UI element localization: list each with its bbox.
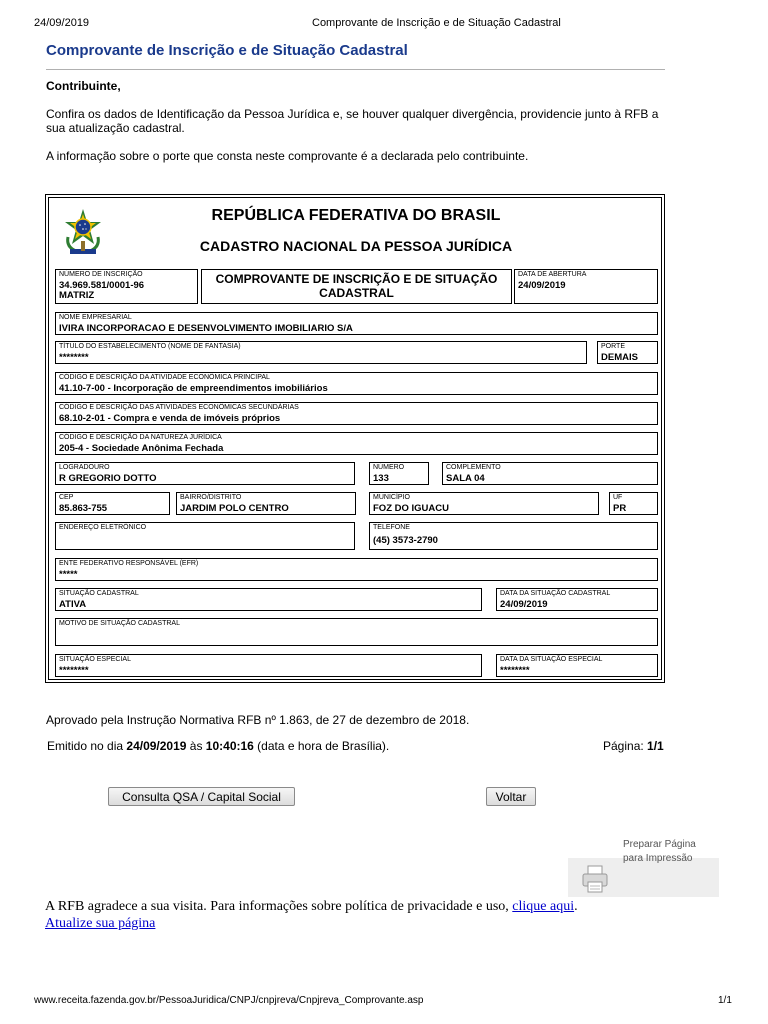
field-label: DATA DE ABERTURA (518, 271, 587, 278)
thanks-end: . (574, 899, 578, 914)
emission-time: 10:40:16 (205, 739, 254, 753)
approval-note: Aprovado pela Instrução Normativa RFB nº 1.863, de 27 de dezembro de 2018. (46, 713, 470, 727)
establishment-type: MATRIZ (59, 290, 95, 301)
back-button[interactable]: Voltar (486, 787, 536, 806)
intro-paragraph-2: A informação sobre o porte que consta neste comprovante é a declarada pelo contribuinte. (46, 149, 529, 163)
field-label: CÓDIGO E DESCRIÇÃO DA ATIVIDADE ECONÔMICA PRINCIPAL (59, 374, 270, 381)
field-situacao (55, 588, 482, 611)
secondary-activity: 68.10-2-01 - Compra e venda de imóveis próprios (59, 413, 281, 424)
consulta-qsa-button[interactable]: Consulta QSA / Capital Social (108, 787, 295, 806)
emission-date: 24/09/2019 (126, 739, 187, 753)
field-municipio (369, 492, 599, 515)
printer-icon[interactable] (580, 864, 610, 894)
field-label: NÚMERO DE INSCRIÇÃO (59, 271, 143, 278)
trade-name: ******** (59, 352, 89, 363)
field-label: TÍTULO DO ESTABELECIMENTO (NOME DE FANTASIA) (59, 343, 241, 350)
field-telefone (369, 522, 658, 550)
privacy-policy-link[interactable]: clique aqui (512, 899, 575, 914)
field-cep (55, 492, 170, 515)
street-number: 133 (373, 473, 389, 484)
print-preparation-label[interactable] (623, 838, 696, 866)
field-label: CÓDIGO E DESCRIÇÃO DAS ATIVIDADES ECONÔMICAS SECUNDÁRIAS (59, 404, 299, 411)
city: FOZ DO IGUACU (373, 503, 449, 514)
main-activity: 41.10-7-00 - Incorporação de empreendimentos imobiliários (59, 383, 328, 394)
field-abertura (514, 269, 658, 304)
field-motivo (55, 618, 658, 646)
pagination-value: 1/1 (647, 739, 664, 753)
field-label: UF (613, 494, 623, 501)
field-data-situacao-especial (496, 654, 658, 677)
print-footer-page: 1/1 (718, 995, 732, 1006)
field-label: DATA DA SITUAÇÃO ESPECIAL (500, 656, 603, 663)
pagination-label: Página: (603, 739, 648, 753)
field-label: SITUAÇÃO CADASTRAL (59, 590, 139, 597)
status-date: 24/09/2019 (500, 599, 548, 610)
print-header-title: Comprovante de Inscrição e de Situação Cadastral (312, 17, 561, 29)
legal-nature: 205-4 - Sociedade Anônima Fechada (59, 443, 224, 454)
field-situacao-especial (55, 654, 482, 677)
print-footer-url: www.receita.fazenda.gov.br/PessoaJuridica/CNPJ/cnpjreva/Cnpjreva_Comprovante.asp (34, 995, 424, 1006)
republic-title: REPÚBLICA FEDERATIVA DO BRASIL (211, 207, 501, 224)
thanks-message (45, 899, 745, 915)
district: JARDIM POLO CENTRO (180, 503, 289, 514)
company-size: DEMAIS (601, 352, 638, 363)
field-label: CÓDIGO E DESCRIÇÃO DA NATUREZA JURÍDICA (59, 434, 222, 441)
field-label: SITUAÇÃO ESPECIAL (59, 656, 131, 663)
page-title: Comprovante de Inscrição e de Situação Cadastral (46, 42, 408, 59)
opening-date: 24/09/2019 (518, 280, 566, 291)
field-nome-empresarial (55, 312, 658, 335)
street: R GREGORIO DOTTO (59, 473, 157, 484)
state: PR (613, 503, 627, 514)
field-label: NOME EMPRESARIAL (59, 314, 132, 321)
field-natureza-juridica (55, 432, 658, 455)
field-atividades-secundarias (55, 402, 658, 425)
field-complemento (442, 462, 658, 485)
emission-middle: às (186, 739, 206, 753)
field-inscricao (55, 269, 198, 304)
field-bairro (176, 492, 356, 515)
print-header-date: 24/09/2019 (34, 17, 90, 29)
field-label: CEP (59, 494, 74, 501)
thanks-text: A RFB agradece a sua visita. Para informações sobre política de privacidade e uso, (45, 899, 513, 914)
field-logradouro (55, 462, 355, 485)
company-name: IVIRA INCORPORACAO E DESENVOLVIMENTO IMOBILIARIO S/A (59, 323, 353, 334)
intro-paragraph-1: Confira os dados de Identificação da Pessoa Jurídica e, se houver qualquer divergência, providencie junto à RFB a sua atualização cadastral. (46, 107, 659, 135)
registration-status: ATIVA (59, 599, 87, 610)
emission-info (47, 739, 389, 753)
field-label: MOTIVO DE SITUAÇÃO CADASTRAL (59, 620, 180, 627)
field-porte (597, 341, 658, 364)
field-label: COMPLEMENTO (446, 464, 501, 471)
field-atividade-principal (55, 372, 658, 395)
field-numero (369, 462, 429, 485)
field-comprovante-title (201, 269, 512, 304)
refresh-page-link[interactable]: Atualize sua página (45, 916, 156, 931)
field-uf (609, 492, 658, 515)
field-label: ENTE FEDERATIVO RESPONSÁVEL (EFR) (59, 560, 199, 567)
print-label-line2: para Impressão (623, 853, 693, 864)
pagination (603, 739, 664, 753)
postal-code: 85.863-755 (59, 503, 108, 514)
print-label-line1: Preparar Página (623, 839, 696, 850)
field-label: LOGRADOURO (59, 464, 110, 471)
field-label: TELEFONE (373, 524, 410, 531)
field-label: BAIRRO/DISTRITO (180, 494, 242, 501)
special-status: ******** (59, 665, 89, 676)
field-label: PORTE (601, 343, 625, 350)
field-label: ENDEREÇO ELETRÔNICO (59, 524, 147, 531)
phone: (45) 3573-2790 (373, 535, 438, 546)
cnpj-title: CADASTRO NACIONAL DA PESSOA JURÍDICA (199, 238, 513, 254)
comprovante-title: COMPROVANTE DE INSCRIÇÃO E DE SITUAÇÃO CADASTRAL (215, 272, 498, 300)
field-label: DATA DA SITUAÇÃO CADASTRAL (500, 590, 611, 597)
field-label: MUNICÍPIO (373, 494, 410, 501)
efr-value: ***** (59, 569, 78, 580)
greeting: Contribuinte, (46, 79, 121, 93)
cnpj-number: 34.969.581/0001-96 (59, 280, 145, 291)
field-email (55, 522, 355, 550)
field-nome-fantasia (55, 341, 587, 364)
heading-divider (46, 69, 665, 70)
field-efr (55, 558, 658, 581)
special-status-date: ******** (500, 665, 530, 676)
emission-suffix: (data e hora de Brasília). (253, 739, 390, 753)
emission-prefix: Emitido no dia (47, 739, 127, 753)
field-label: NÚMERO (373, 464, 405, 471)
address-complement: SALA 04 (446, 473, 485, 484)
field-data-situacao (496, 588, 658, 611)
